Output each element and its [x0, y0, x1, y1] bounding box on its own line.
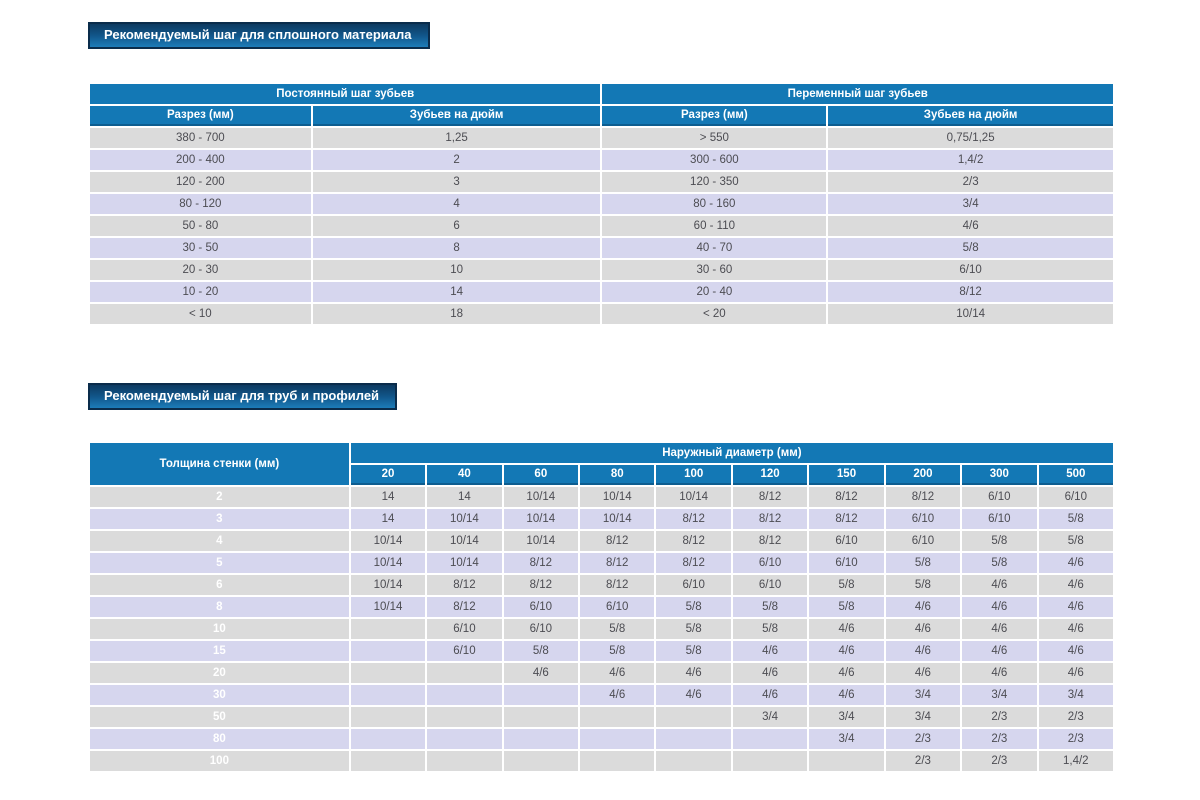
row-header-wall-thickness: 20 [90, 663, 349, 683]
table-cell: 2/3 [886, 751, 960, 771]
table-cell: 18 [313, 304, 601, 324]
column-header: Разрез (мм) [602, 106, 826, 126]
table-cell: 10/14 [351, 553, 425, 573]
table-cell: 4/6 [962, 619, 1036, 639]
table-cell: 4/6 [962, 641, 1036, 661]
table-cell: 10/14 [427, 509, 501, 529]
table-cell: 8/12 [580, 575, 654, 595]
table-cell: 3/4 [733, 707, 807, 727]
table-cell [351, 619, 425, 639]
table-cell: 4/6 [1039, 641, 1113, 661]
table-row [90, 575, 1113, 595]
table-cell: 8/12 [580, 553, 654, 573]
table-cell: 6/10 [886, 509, 960, 529]
column-header-diameter: 40 [427, 465, 501, 485]
table-cell: 10/14 [504, 531, 578, 551]
table-cell: 0,75/1,25 [828, 128, 1113, 148]
table-cell: 5/8 [886, 553, 960, 573]
table-cell [351, 641, 425, 661]
row-header-wall-thickness: 4 [90, 531, 349, 551]
table-cell: 10/14 [351, 597, 425, 617]
table-cell: 5/8 [828, 238, 1113, 258]
table-cell [427, 751, 501, 771]
table-row [90, 685, 1113, 705]
section-title-tubes-profiles: Рекомендуемый шаг для труб и профилей [88, 383, 397, 410]
table-cell: 4/6 [886, 641, 960, 661]
table-cell: 6/10 [427, 619, 501, 639]
table-cell: 14 [427, 487, 501, 507]
table-cell: 20 - 40 [602, 282, 826, 302]
table-row [90, 128, 1113, 148]
table-cell: 3/4 [809, 729, 883, 749]
table-cell: 2/3 [962, 707, 1036, 727]
table-cell: 6/10 [962, 487, 1036, 507]
table-cell: 10/14 [580, 509, 654, 529]
table-cell: 14 [313, 282, 601, 302]
table-cell: 4/6 [886, 663, 960, 683]
table-cell: 5/8 [962, 531, 1036, 551]
table-cell: 6/10 [886, 531, 960, 551]
table-cell [504, 707, 578, 727]
table-cell: 200 - 400 [90, 150, 311, 170]
table-cell [351, 751, 425, 771]
tubes-profiles-table-body [90, 487, 1113, 771]
table-cell: 6/10 [733, 575, 807, 595]
table-cell: 8/12 [809, 487, 883, 507]
table-cell: 10/14 [580, 487, 654, 507]
column-header-diameter: 200 [886, 465, 960, 485]
table-cell [580, 707, 654, 727]
table-row [90, 509, 1113, 529]
table-cell: 3/4 [886, 707, 960, 727]
row-header-wall-thickness: 10 [90, 619, 349, 639]
table-cell: 5/8 [733, 597, 807, 617]
table-row [90, 172, 1113, 192]
tubes-profiles-table [88, 441, 1115, 773]
row-header-wall-thickness: 5 [90, 553, 349, 573]
corner-header-wall-thickness: Толщина стенки (мм) [90, 443, 349, 485]
column-header: Разрез (мм) [90, 106, 311, 126]
row-header-wall-thickness: 3 [90, 509, 349, 529]
table-cell: 8/12 [733, 531, 807, 551]
table-cell: 8/12 [580, 531, 654, 551]
table-cell: 5/8 [1039, 531, 1113, 551]
table-cell: 3 [313, 172, 601, 192]
table-cell: 4/6 [886, 619, 960, 639]
table-row [90, 597, 1113, 617]
table-row [90, 751, 1113, 771]
table-cell: 2/3 [1039, 707, 1113, 727]
table-cell: 300 - 600 [602, 150, 826, 170]
column-header-diameter: 100 [656, 465, 730, 485]
table-cell [809, 751, 883, 771]
row-header-wall-thickness: 30 [90, 685, 349, 705]
table-cell: 8/12 [886, 487, 960, 507]
table-row [90, 216, 1113, 236]
table-cell: 4/6 [1039, 575, 1113, 595]
table-cell: 30 - 50 [90, 238, 311, 258]
table-cell [351, 729, 425, 749]
table-cell: 5/8 [962, 553, 1036, 573]
column-header-diameter: 500 [1039, 465, 1113, 485]
row-header-wall-thickness: 80 [90, 729, 349, 749]
table-cell: 10/14 [504, 487, 578, 507]
table-cell: 6/10 [828, 260, 1113, 280]
row-header-wall-thickness: 8 [90, 597, 349, 617]
table-cell: 8 [313, 238, 601, 258]
table-cell: 6/10 [504, 597, 578, 617]
table-row [90, 150, 1113, 170]
table-cell [351, 707, 425, 727]
table-cell: 4 [313, 194, 601, 214]
table-cell [351, 685, 425, 705]
table-cell: 5/8 [656, 641, 730, 661]
column-header-diameter: 80 [580, 465, 654, 485]
table-cell: 4/6 [733, 663, 807, 683]
table-cell: 4/6 [809, 685, 883, 705]
table-cell: 2/3 [886, 729, 960, 749]
table-cell: 4/6 [962, 597, 1036, 617]
table-cell [351, 663, 425, 683]
table-cell: 8/12 [656, 531, 730, 551]
table-cell: 5/8 [580, 619, 654, 639]
column-header-diameter: 300 [962, 465, 1036, 485]
column-header-diameter: 120 [733, 465, 807, 485]
table-cell: 4/6 [1039, 553, 1113, 573]
table-cell: 120 - 200 [90, 172, 311, 192]
table-cell: 1,25 [313, 128, 601, 148]
table-cell [427, 663, 501, 683]
table-cell: 4/6 [656, 663, 730, 683]
table-cell: 10/14 [504, 509, 578, 529]
table-cell: 6/10 [809, 531, 883, 551]
table-cell: 2/3 [962, 729, 1036, 749]
table-cell: 4/6 [580, 685, 654, 705]
table-cell: 80 - 160 [602, 194, 826, 214]
column-header-diameter: 60 [504, 465, 578, 485]
table-cell: 5/8 [656, 619, 730, 639]
table-cell: 4/6 [656, 685, 730, 705]
table-cell: 2/3 [828, 172, 1113, 192]
table-row [90, 707, 1113, 727]
solid-material-table-body [90, 128, 1113, 324]
table-row [90, 729, 1113, 749]
table-cell: 4/6 [580, 663, 654, 683]
table-cell: 2/3 [962, 751, 1036, 771]
table-row [90, 553, 1113, 573]
table-cell: 3/4 [886, 685, 960, 705]
table-cell: 20 - 30 [90, 260, 311, 280]
table-cell: 3/4 [828, 194, 1113, 214]
table-cell: 3/4 [962, 685, 1036, 705]
table-row [90, 641, 1113, 661]
row-header-wall-thickness: 100 [90, 751, 349, 771]
group-header-constant-pitch: Постоянный шаг зубьев [90, 84, 600, 104]
table-cell: 10 - 20 [90, 282, 311, 302]
table-cell: 8/12 [504, 575, 578, 595]
column-header-diameter: 20 [351, 465, 425, 485]
table-cell: 6/10 [656, 575, 730, 595]
table-cell: 5/8 [580, 641, 654, 661]
table-cell: 6/10 [504, 619, 578, 639]
table-cell: 10/14 [656, 487, 730, 507]
table-cell: 6/10 [580, 597, 654, 617]
table-cell [427, 729, 501, 749]
table-cell [427, 707, 501, 727]
table-row [90, 194, 1113, 214]
table-row [90, 619, 1113, 639]
section-title-solid-material: Рекомендуемый шаг для сплошного материала [88, 22, 430, 49]
table-cell: 5/8 [809, 575, 883, 595]
table-cell: 4/6 [1039, 619, 1113, 639]
table-cell: 4/6 [809, 641, 883, 661]
table-cell: 10/14 [351, 575, 425, 595]
table-cell: 3/4 [809, 707, 883, 727]
group-header-outer-diameter: Наружный диаметр (мм) [351, 443, 1113, 463]
table-cell: 10 [313, 260, 601, 280]
table-cell [504, 729, 578, 749]
row-header-wall-thickness: 50 [90, 707, 349, 727]
table-cell: 4/6 [828, 216, 1113, 236]
table-cell: 6/10 [809, 553, 883, 573]
table-cell: 2/3 [1039, 729, 1113, 749]
table-cell: 80 - 120 [90, 194, 311, 214]
solid-material-table [88, 82, 1115, 326]
table-cell: 40 - 70 [602, 238, 826, 258]
table-cell: 6/10 [427, 641, 501, 661]
table-cell: 5/8 [809, 597, 883, 617]
table-cell: 60 - 110 [602, 216, 826, 236]
table-cell: 10/14 [828, 304, 1113, 324]
table-cell: 5/8 [886, 575, 960, 595]
table-cell: 4/6 [809, 619, 883, 639]
row-header-wall-thickness: 15 [90, 641, 349, 661]
table-cell: 5/8 [504, 641, 578, 661]
table-cell: 5/8 [656, 597, 730, 617]
table-cell [580, 751, 654, 771]
table-cell: 6/10 [962, 509, 1036, 529]
table-cell: < 20 [602, 304, 826, 324]
table-cell: 4/6 [504, 663, 578, 683]
table-cell: 1,4/2 [1039, 751, 1113, 771]
table-cell: 4/6 [733, 685, 807, 705]
table-cell: 8/12 [733, 509, 807, 529]
column-header: Зубьев на дюйм [313, 106, 601, 126]
table-cell [427, 685, 501, 705]
table-cell: 14 [351, 509, 425, 529]
row-header-wall-thickness: 6 [90, 575, 349, 595]
table-cell: 5/8 [1039, 509, 1113, 529]
table-cell: 6/10 [733, 553, 807, 573]
column-header-diameter: 150 [809, 465, 883, 485]
table-cell: 4/6 [1039, 663, 1113, 683]
table-cell: 4/6 [962, 663, 1036, 683]
table-cell: 380 - 700 [90, 128, 311, 148]
table-cell: > 550 [602, 128, 826, 148]
column-header: Зубьев на дюйм [828, 106, 1113, 126]
table-cell: 4/6 [962, 575, 1036, 595]
table-cell [656, 707, 730, 727]
group-header-row [90, 443, 1113, 463]
group-header-variable-pitch: Переменный шаг зубьев [602, 84, 1113, 104]
table-cell: 10/14 [351, 531, 425, 551]
table-cell [733, 729, 807, 749]
table-cell: < 10 [90, 304, 311, 324]
table-row [90, 663, 1113, 683]
table-cell: 4/6 [809, 663, 883, 683]
table-cell: 30 - 60 [602, 260, 826, 280]
table-cell: 8/12 [656, 553, 730, 573]
table-cell: 1,4/2 [828, 150, 1113, 170]
table-cell: 8/12 [427, 575, 501, 595]
table-cell [733, 751, 807, 771]
table-cell: 6 [313, 216, 601, 236]
table-row [90, 238, 1113, 258]
table-cell: 120 - 350 [602, 172, 826, 192]
table-cell: 8/12 [504, 553, 578, 573]
column-header-row [90, 106, 1113, 126]
table-cell [580, 729, 654, 749]
table-cell: 8/12 [733, 487, 807, 507]
table-row [90, 487, 1113, 507]
table-cell: 4/6 [733, 641, 807, 661]
table-cell: 3/4 [1039, 685, 1113, 705]
table-cell: 6/10 [1039, 487, 1113, 507]
table-cell [656, 751, 730, 771]
table-cell: 2 [313, 150, 601, 170]
table-cell: 10/14 [427, 531, 501, 551]
table-cell [504, 685, 578, 705]
table-cell [656, 729, 730, 749]
table-row [90, 531, 1113, 551]
table-row [90, 304, 1113, 324]
table-cell [504, 751, 578, 771]
table-row [90, 260, 1113, 280]
table-cell: 8/12 [427, 597, 501, 617]
table-cell: 50 - 80 [90, 216, 311, 236]
table-cell: 8/12 [656, 509, 730, 529]
group-header-row [90, 84, 1113, 104]
table-cell: 14 [351, 487, 425, 507]
table-row [90, 282, 1113, 302]
table-cell: 4/6 [886, 597, 960, 617]
table-cell: 8/12 [809, 509, 883, 529]
row-header-wall-thickness: 2 [90, 487, 349, 507]
table-cell: 8/12 [828, 282, 1113, 302]
table-cell: 4/6 [1039, 597, 1113, 617]
table-cell: 5/8 [733, 619, 807, 639]
table-cell: 10/14 [427, 553, 501, 573]
